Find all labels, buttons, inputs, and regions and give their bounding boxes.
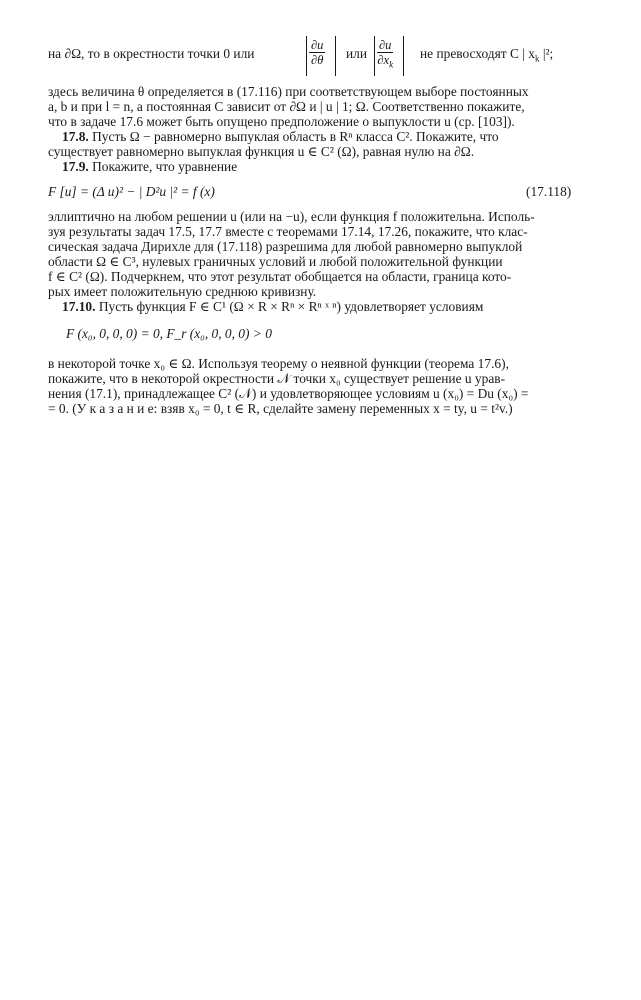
text-line: сическая задача Дирихле для (17.118) разрешима для любой равномерно выпуклой (48, 239, 523, 254)
text-line: зуя результаты задач 17.5, 17.7 вместе с теоремами 17.14, 17.26, покажите, что клас- (48, 224, 528, 239)
text-span: Покажите, что уравнение (88, 159, 238, 174)
text-span: не превосходят C | x (420, 46, 535, 61)
text-span: |²; (539, 46, 554, 61)
problem-17-8 (62, 129, 499, 145)
text-span: Пусть функция F ∈ C¹ (Ω × R × Rⁿ × Rⁿ ˣ ⁿ) удовлетворяет условиям (95, 299, 484, 314)
text-line: или (346, 46, 368, 61)
equation-17-118: F [u] = (Δ u)² − | D²u |² = f (x) (48, 184, 215, 199)
text-line: в некоторой точке x₀ ∈ Ω. Используя теорему о неявной функции (теорема 17.6), (48, 356, 509, 371)
fraction-numerator: ∂u (379, 38, 392, 52)
text-line: здесь величина θ определяется в (17.116) при соответствующем выборе постоянных (48, 84, 529, 99)
fraction-numerator: ∂u (311, 38, 324, 52)
text-line (420, 46, 553, 67)
abs-bar-left (374, 36, 375, 76)
text-line: на ∂Ω, то в окрестности точки 0 или (48, 46, 255, 61)
fraction-denominator: ∂θ (311, 53, 324, 67)
den-sub: k (389, 59, 394, 70)
fraction-du-dxk (377, 38, 393, 72)
text-line: рых имеет положительную среднюю кривизну. (48, 284, 317, 299)
problem-number: 17.9. (62, 159, 89, 174)
abs-bar-right (335, 36, 336, 76)
fraction-denominator (377, 53, 393, 72)
problem-number: 17.10. (62, 299, 96, 314)
den-text: ∂x (377, 53, 390, 67)
text-line: области Ω ∈ C³, нулевых граничных условий и любой положительной функции (48, 254, 503, 269)
text-line: f ∈ C² (Ω). Подчеркнем, что этот результат обобщается на области, граница кото- (48, 269, 512, 284)
abs-bar-right (403, 36, 404, 76)
problem-17-9 (62, 159, 237, 175)
text-span: Пусть Ω − равномерно выпуклая область в Rⁿ класса C². Покажите, что (88, 129, 499, 144)
fraction-du-dtheta (309, 38, 325, 67)
text-line: = 0. (У к а з а н и е: взяв x₀ = 0, t ∈ R, сделайте замену переменных x = ty, u = t²v.) (48, 401, 513, 416)
equation-conditions: F (x₀, 0, 0, 0) = 0, F_r (x₀, 0, 0, 0) > 0 (66, 326, 272, 341)
text-line: покажите, что в некоторой окрестности 𝒩 точки x₀ существует решение u урав- (48, 371, 506, 386)
problem-17-10 (62, 299, 483, 315)
equation-number: (17.118) (526, 184, 572, 199)
text-line: эллиптично на любом решении u (или на −u), если функция f положительна. Исполь- (48, 209, 535, 224)
text-line: нения (17.1), принадлежащее C² (𝒩) и удовлетворяющее условиям u (x₀) = Du (x₀) = (48, 386, 529, 401)
problem-number: 17.8. (62, 129, 89, 144)
sub-k: k (534, 53, 540, 64)
text-line: существует равномерно выпуклая функция u ∈ C² (Ω), равная нулю на ∂Ω. (48, 144, 475, 159)
text-line: что в задаче 17.6 может быть опущено предположение о выпуклости u (ср. [103]). (48, 114, 515, 129)
text-line: a, b и при l = n, а постоянная C зависит от ∂Ω и | u | 1; Ω. Соответственно покажите, (48, 99, 525, 114)
abs-bar-left (306, 36, 307, 76)
